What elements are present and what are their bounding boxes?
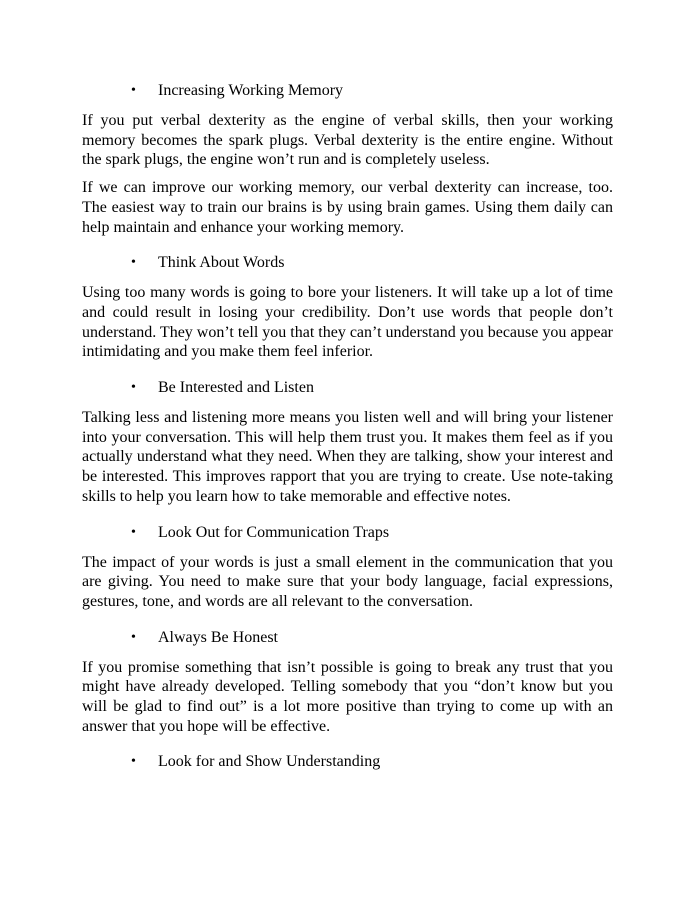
bullet-heading-think-about-words [82, 252, 613, 274]
bullet-icon: • [131, 524, 136, 540]
document-body [82, 80, 613, 773]
paragraph: Talking less and listening more means you listen well and will bring your listener into your conversation. This will help them trust you. It makes them feel as if you actually understand what they need. When they are talking, show your interest and be interested. This improves rapport that you are trying to create. Use note-taking skills to help you learn how to take memorable and effective notes. [82, 409, 613, 505]
bullet-icon: • [131, 380, 136, 396]
bullet-icon: • [131, 629, 136, 645]
heading-text: Look Out for Communication Traps [158, 523, 390, 541]
bullet-heading-communication-traps [82, 522, 613, 544]
bullet-heading-working-memory [82, 80, 613, 102]
heading-text: Increasing Working Memory [158, 82, 344, 99]
bullet-heading-show-understanding [82, 751, 613, 773]
bullet-icon: • [131, 83, 136, 98]
heading-text: Look for and Show Understanding [158, 753, 381, 771]
paragraph: The impact of your words is just a small element in the communication that you are giving. You need to make sure that your body language, facial expressions, gestures, tone, and words are all relevant to the conversation. [82, 553, 613, 610]
paragraph: If we can improve our working memory, our verbal dexterity can increase, too. The easiest way to train our brains is by using brain games. Using them daily can help maintain and enhance your working memory. [82, 179, 613, 236]
heading-text: Be Interested and Listen [158, 379, 314, 397]
heading-text: Always Be Honest [158, 628, 278, 646]
bullet-heading-always-be-honest [82, 627, 613, 649]
bullet-icon: • [131, 255, 136, 271]
paragraph: Using too many words is going to bore your listeners. It will take up a lot of time and could result in losing your credibility. Don’t use words that people don’t understand. They won’t tell you that they can’t understand you because you appear intimidating and you make them feel inferior. [82, 284, 613, 361]
bullet-icon: • [131, 754, 136, 770]
paragraph: If you put verbal dexterity as the engine of verbal skills, then your working memory becomes the spark plugs. Verbal dexterity is the entire engine. Without the spark plugs, the engine won’t run and is completely useless. [82, 112, 613, 169]
bullet-heading-be-interested [82, 377, 613, 399]
heading-text: Think About Words [158, 254, 285, 272]
paragraph: If you promise something that isn’t possible is going to break any trust that you might have already developed. Telling somebody that you “don’t know but you will be glad to find out” is a lot more positive than trying to come up with an answer that you hope will be effective. [82, 658, 613, 735]
